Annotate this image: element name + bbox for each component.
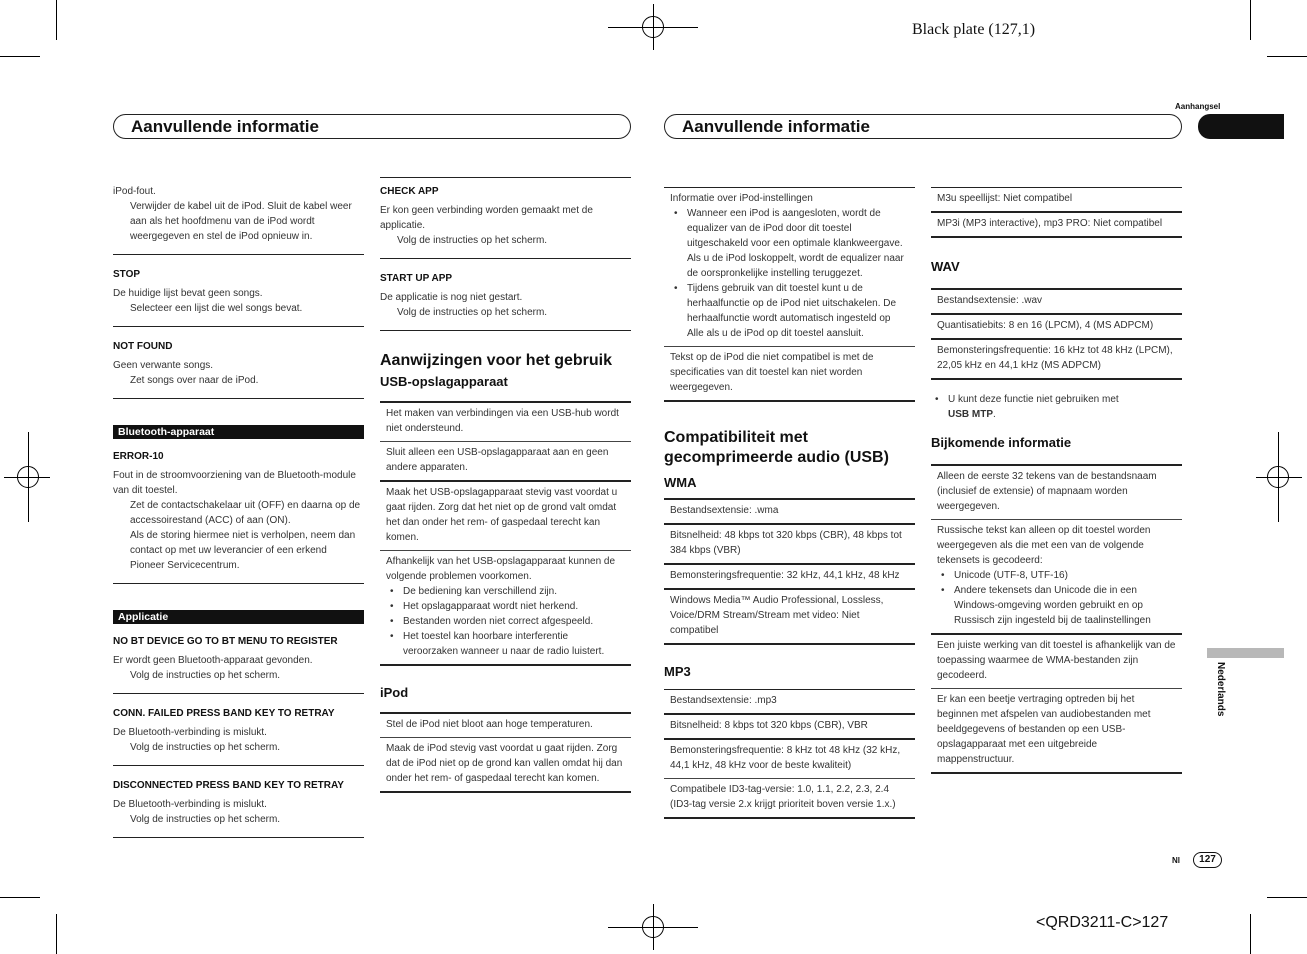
crop-mark xyxy=(56,914,57,954)
registration-line xyxy=(653,4,654,50)
list-item: • De bediening kan verschillend zijn. xyxy=(386,584,625,599)
error-action: Selecteer een lijst die wel songs bevat. xyxy=(130,303,303,314)
crop-mark xyxy=(0,897,40,898)
mp3-table-continued xyxy=(931,187,1182,238)
print-code: <QRD3211-C>127 xyxy=(1036,914,1169,931)
list-item: • Wanneer een iPod is aangesloten, wordt de equalizer van de iPod door dit toestel uitgeschakeld voor een optimale klankweergave. Als u de iPod loskoppelt, wordt de equalizer naar de oorspronkelijke instelling teruggezet. xyxy=(670,206,909,281)
page-title: Aanvullende informatie xyxy=(131,117,319,136)
plate-label: Black plate (127,1) xyxy=(912,21,1036,38)
divider xyxy=(380,177,631,178)
error-cause: Er kon geen verbinding worden gemaakt met de applicatie. xyxy=(380,205,593,231)
note-list xyxy=(931,392,1182,422)
divider xyxy=(113,398,364,399)
divider xyxy=(380,258,631,259)
table-row: Maak het USB-opslagapparaat stevig vast voordat u gaat rijden. Zorg dat het niet op de grond valt omdat het dan onder het rem- of gaspedaal terecht kan komen. xyxy=(380,482,631,551)
table-row: Sluit alleen een USB-opslagapparaat aan en geen andere apparaten. xyxy=(380,442,631,482)
usb-table xyxy=(380,401,631,666)
error-action: Verwijder de kabel uit de iPod. Sluit de kabel weer aan als het hoofdmenu van de iPod wordt weergegeven en stel de iPod opnieuw in. xyxy=(130,201,352,242)
error-code: CHECK APP xyxy=(380,186,439,197)
wma-table xyxy=(664,498,915,645)
divider xyxy=(113,765,364,766)
problem-list xyxy=(386,584,625,659)
table-row: Een juiste werking van dit toestel is afhankelijk van de toepassing waarmee de WMA-bestanden zijn gecodeerd. xyxy=(931,635,1182,689)
error-entry xyxy=(113,778,364,829)
list-item: • U kunt deze functie niet gebruiken met USB MTP. xyxy=(931,392,1182,422)
section-heading-line: Compatibiliteit met xyxy=(664,429,809,446)
table-row xyxy=(380,551,631,666)
table-row: Bestandsextensie: .wma xyxy=(664,500,915,525)
table-row xyxy=(664,188,915,347)
table-row-text: Russische tekst kan alleen op dit toestel worden weergegeven als die met een van de volgende tekensets is gecodeerd: xyxy=(937,525,1151,566)
divider xyxy=(113,326,364,327)
table-row: Bemonsteringsfrequentie: 8 kHz tot 48 kHz (32 kHz, 44,1 kHz, 48 kHz voor de beste kwaliteit) xyxy=(664,740,915,779)
error-entry xyxy=(380,271,631,322)
error-cause: De Bluetooth-verbinding is mislukt. xyxy=(113,727,267,738)
section-heading xyxy=(664,428,915,468)
language-label: Nederlands xyxy=(1215,662,1226,717)
divider xyxy=(380,330,631,331)
error-cause: De huidige lijst bevat geen songs. xyxy=(113,288,263,299)
table-row: Quantisatiebits: 8 en 16 (LPCM), 4 (MS ADPCM) xyxy=(931,315,1182,340)
error-title: iPod-fout. xyxy=(113,186,156,197)
error-code: NOT FOUND xyxy=(113,341,173,352)
table-row: Stel de iPod niet bloot aan hoge temperaturen. xyxy=(380,714,631,738)
page-number: 127 xyxy=(1193,852,1222,868)
error-entry xyxy=(113,449,364,575)
divider xyxy=(113,254,364,255)
category-bar: Applicatie xyxy=(113,610,364,624)
table-row: Er kan een beetje vertraging optreden bij het beginnen met afspelen van audiobestanden met beeldgegevens of bestanden op een USB-opslagapparaat met een uitgebreide mappenstructuur. xyxy=(931,689,1182,774)
error-entry xyxy=(113,184,364,246)
table-row: Het maken van verbindingen via een USB-hub wordt niet ondersteund. xyxy=(380,403,631,442)
table-row: M3u speellijst: Niet compatibel xyxy=(931,188,1182,213)
error-cause: Geen verwante songs. xyxy=(113,360,214,371)
list-item: • Bestanden worden niet correct afgespeeld. xyxy=(386,614,625,629)
crop-mark xyxy=(0,56,40,57)
error-action: Volg de instructies op het scherm. xyxy=(130,742,281,753)
table-row-title: Informatie over iPod-instellingen xyxy=(670,193,813,204)
error-entry xyxy=(380,184,631,250)
table-row: Bemonsteringsfrequentie: 16 kHz tot 48 kHz (LPCM), 22,05 kHz en 44,1 kHz (MS ADPCM) xyxy=(931,340,1182,380)
error-code: NO BT DEVICE GO TO BT MENU TO REGISTER xyxy=(113,636,338,647)
error-code: DISCONNECTED PRESS BAND KEY TO RETRAY xyxy=(113,780,344,791)
wav-table xyxy=(931,288,1182,380)
divider xyxy=(113,837,364,838)
page-header-right xyxy=(664,114,1182,139)
page-header-left xyxy=(113,114,631,139)
error-action: Volg de instructies op het scherm. xyxy=(130,814,281,825)
table-row: Compatibele ID3-tag-versie: 1.0, 1.1, 2.2, 2.3, 2.4 (ID3-tag versie 2.x krijgt prioriteit boven versie 1.x.) xyxy=(664,779,915,819)
crop-mark xyxy=(1267,897,1307,898)
crop-mark xyxy=(1267,56,1307,57)
table-row: Bitsnelheid: 8 kbps tot 320 kbps (CBR), VBR xyxy=(664,715,915,740)
column-2 xyxy=(380,177,631,793)
error-code: START UP APP xyxy=(380,273,453,284)
list-intro: Afhankelijk van het USB-opslagapparaat kunnen de volgende problemen voorkomen. xyxy=(386,556,616,582)
note-bold: USB MTP xyxy=(948,409,993,420)
settings-list xyxy=(670,206,909,341)
error-code: CONN. FAILED PRESS BAND KEY TO RETRAY xyxy=(113,708,335,719)
table-row: Windows Media™ Audio Professional, Lossless, Voice/DRM Stream/Stream met video: Niet compatibel xyxy=(664,590,915,645)
error-entry xyxy=(113,339,364,390)
subsection-heading: WAV xyxy=(931,259,960,274)
subsection-heading: USB-opslagapparaat xyxy=(380,374,508,389)
crop-mark xyxy=(56,0,57,40)
error-cause: De Bluetooth-verbinding is mislukt. xyxy=(113,799,267,810)
table-row: MP3i (MP3 interactive), mp3 PRO: Niet compatibel xyxy=(931,213,1182,238)
subsection-heading: Bijkomende informatie xyxy=(931,435,1072,450)
ipod-settings-table xyxy=(664,187,915,402)
language-code: Nl xyxy=(1172,856,1180,865)
registration-line xyxy=(653,904,654,950)
crop-mark xyxy=(1250,0,1251,40)
list-item: • Unicode (UTF-8, UTF-16) xyxy=(937,568,1176,583)
list-item: • Tijdens gebruik van dit toestel kunt u de herhaalfunctie op de iPod niet uitschakelen. De herhaalfunctie wordt automatisch ingesteld op Alle als u de iPod op dit toestel aansluit. xyxy=(670,281,909,341)
error-code: ERROR-10 xyxy=(113,451,164,462)
column-1 xyxy=(113,184,364,850)
section-heading-line: gecomprimeerde audio (USB) xyxy=(664,449,889,466)
error-entry xyxy=(113,634,364,685)
registration-line xyxy=(4,477,50,478)
column-3 xyxy=(664,187,915,819)
mp3-table xyxy=(664,689,915,819)
error-action: Volg de instructies op het scherm. xyxy=(130,670,281,681)
table-row: Bemonsteringsfrequentie: 32 kHz, 44,1 kHz, 48 kHz xyxy=(664,565,915,590)
table-row: Maak de iPod stevig vast voordat u gaat rijden. Zorg dat de iPod niet op de grond kan vallen omdat hij dan onder het rem- of gaspedaal terecht kan komen. xyxy=(380,738,631,793)
table-row: Bitsnelheid: 48 kbps tot 320 kbps (CBR), 48 kbps tot 384 kbps (VBR) xyxy=(664,525,915,565)
error-cause: Fout in de stroomvoorziening van de Bluetooth-module van dit toestel. xyxy=(113,470,356,496)
table-row: Bestandsextensie: .mp3 xyxy=(664,690,915,715)
section-tag: Aanhangsel xyxy=(1175,102,1221,111)
extra-info-table xyxy=(931,464,1182,774)
error-cause: De applicatie is nog niet gestart. xyxy=(380,292,523,303)
error-action: Als de storing hiermee niet is verholpen, neem dan contact op met uw leverancier of een erkend Pioneer Servicecentrum. xyxy=(130,530,356,571)
list-item: • Het opslagapparaat wordt niet herkend. xyxy=(386,599,625,614)
error-code: STOP xyxy=(113,269,141,280)
table-row xyxy=(931,520,1182,635)
section-heading: Aanwijzingen voor het gebruik xyxy=(380,352,613,369)
registration-line xyxy=(1256,477,1302,478)
note-text: U kunt deze functie niet gebruiken met xyxy=(948,394,1119,405)
language-tab xyxy=(1207,648,1284,658)
divider xyxy=(113,693,364,694)
error-action: Volg de instructies op het scherm. xyxy=(397,235,548,246)
section-tab xyxy=(1198,114,1284,139)
subsection-heading: MP3 xyxy=(664,664,691,679)
crop-mark xyxy=(1250,914,1251,954)
divider xyxy=(113,583,364,584)
ipod-table xyxy=(380,712,631,793)
category-bar: Bluetooth-apparaat xyxy=(113,425,364,439)
error-action: Zet songs over naar de iPod. xyxy=(130,375,259,386)
page-title: Aanvullende informatie xyxy=(682,117,870,136)
table-row: Alleen de eerste 32 tekens van de bestandsnaam (inclusief de extensie) of mapnaam worden weergegeven. xyxy=(931,466,1182,520)
table-row: Bestandsextensie: .wav xyxy=(931,290,1182,315)
column-4 xyxy=(931,187,1182,774)
error-cause: Er wordt geen Bluetooth-apparaat gevonden. xyxy=(113,655,313,666)
error-action: Zet de contactschakelaar uit (OFF) en daarna op de accessoirestand (ACC) of aan (ON). xyxy=(130,500,361,526)
table-row: Tekst op de iPod die niet compatibel is met de specificaties van dit toestel kan niet worden weergegeven. xyxy=(664,347,915,402)
charset-list xyxy=(937,568,1176,628)
subsection-heading: WMA xyxy=(664,475,697,490)
error-entry xyxy=(113,267,364,318)
error-entry xyxy=(113,706,364,757)
list-item: • Andere tekensets dan Unicode die in een Windows-omgeving worden gebruikt en op Russisch zijn ingesteld bij de taalinstellingen xyxy=(937,583,1176,628)
subsection-heading: iPod xyxy=(380,685,409,700)
list-item: • Het toestel kan hoorbare interferentie veroorzaken wanneer u naar de radio luistert. xyxy=(386,629,625,659)
error-action: Volg de instructies op het scherm. xyxy=(397,307,548,318)
